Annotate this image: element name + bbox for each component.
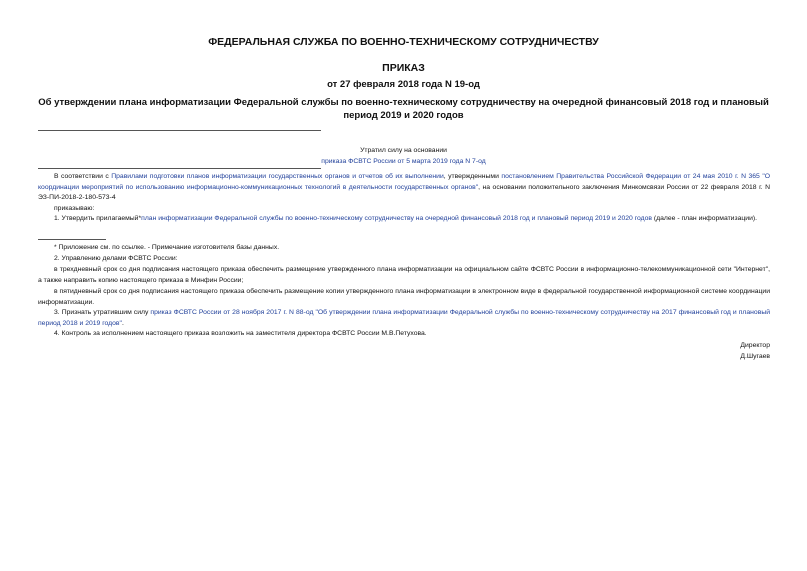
document-date-number: от 27 февраля 2018 года N 19-од xyxy=(327,79,480,90)
repealed-order-link[interactable]: приказ ФСВТС России от 28 ноября 2017 г. N 88-од "Об утверждении плана информатизации Федеральной службы по военно-техническому сотрудничеству на 2017 финансовый год и плановый период 2018 и 2019 годов" xyxy=(38,309,771,327)
preamble-text: В соответствии с xyxy=(54,173,112,180)
divider-line xyxy=(38,130,321,131)
government-decree-link[interactable]: постановлением Правительства Российской Федерации от 24 мая 2010 г. N 365 "О координации мероприятий по использованию информационно-коммуникационных технологий в деятельности государственных органов" xyxy=(38,173,771,191)
item-2b-paragraph: в пятидневный срок со дня подписания настоящего приказа обеспечить размещение копии утвержденного плана информатизации в электронном виде в федеральной государственной информационной системе координации информатизации. xyxy=(38,288,770,306)
preamble-paragraph xyxy=(38,172,770,204)
orders-word: приказываю: xyxy=(54,205,95,212)
item-3-paragraph xyxy=(38,308,770,329)
item-3-text: . xyxy=(121,319,124,327)
signature-block xyxy=(740,340,770,362)
item-1-paragraph xyxy=(38,214,770,225)
item-3-text: 3. Признать утратившим силу xyxy=(54,309,151,316)
rules-link[interactable]: Правилами подготовки планов информатизации государственных органов и отчетов об их выполнении xyxy=(111,173,444,180)
item-2-paragraph: 2. Управлению делами ФСВТС России: xyxy=(54,255,178,262)
footnote-text: * Приложение см. по ссылке. - Примечание изготовителя базы данных. xyxy=(54,244,280,251)
item-2a-paragraph: в трехдневный срок со дня подписания настоящего приказа обеспечить размещение утвержденного плана информатизации на официальном сайте ФСВТС России в информационно-телекоммуникационной сети "Интернет", а также направить копию настоящего приказа в Минфин России; xyxy=(38,266,770,284)
lost-force-link[interactable]: приказа ФСВТС России от 5 марта 2019 года N 7-од xyxy=(321,158,486,165)
lost-force-text: Утратил силу на основании xyxy=(360,147,447,154)
document-type: ПРИКАЗ xyxy=(382,62,425,74)
item-1-text: (далее - план информатизации). xyxy=(652,215,758,222)
document-title: Об утверждении плана информатизации Федеральной службы по военно-техническому сотрудничеству на очередной финансовый 2018 год и плановый период 2019 и 2020 годов xyxy=(38,97,769,121)
item-4-paragraph: 4. Контроль за исполнением настоящего приказа возложить на заместителя директора ФСВТС России М.В.Петухова. xyxy=(54,330,427,337)
divider-line xyxy=(38,168,321,169)
footnote-mark: * xyxy=(138,215,142,222)
agency-heading: ФЕДЕРАЛЬНАЯ СЛУЖБА ПО ВОЕННО-ТЕХНИЧЕСКОМУ СОТРУДНИЧЕСТВУ xyxy=(208,36,599,48)
signature-position: Директор xyxy=(740,342,770,349)
footnote-divider xyxy=(38,239,106,240)
item-1-text: 1. Утвердить прилагаемый xyxy=(54,215,139,222)
signature-name: Д.Шугаев xyxy=(740,353,770,360)
informatization-plan-link[interactable]: план информатизации Федеральной службы по военно-техническому сотрудничеству на очередной финансовый 2018 год и плановый период 2019 и 2020 годов xyxy=(141,215,653,222)
lost-force-note xyxy=(290,145,517,167)
preamble-text: , утвержденными xyxy=(443,173,502,180)
preamble-text: , на основании положительного заключения Минкомсвязи России от 22 февраля 2018 г. N ЭЗ-ПИ-2018-2-180-573-4 xyxy=(38,183,770,201)
